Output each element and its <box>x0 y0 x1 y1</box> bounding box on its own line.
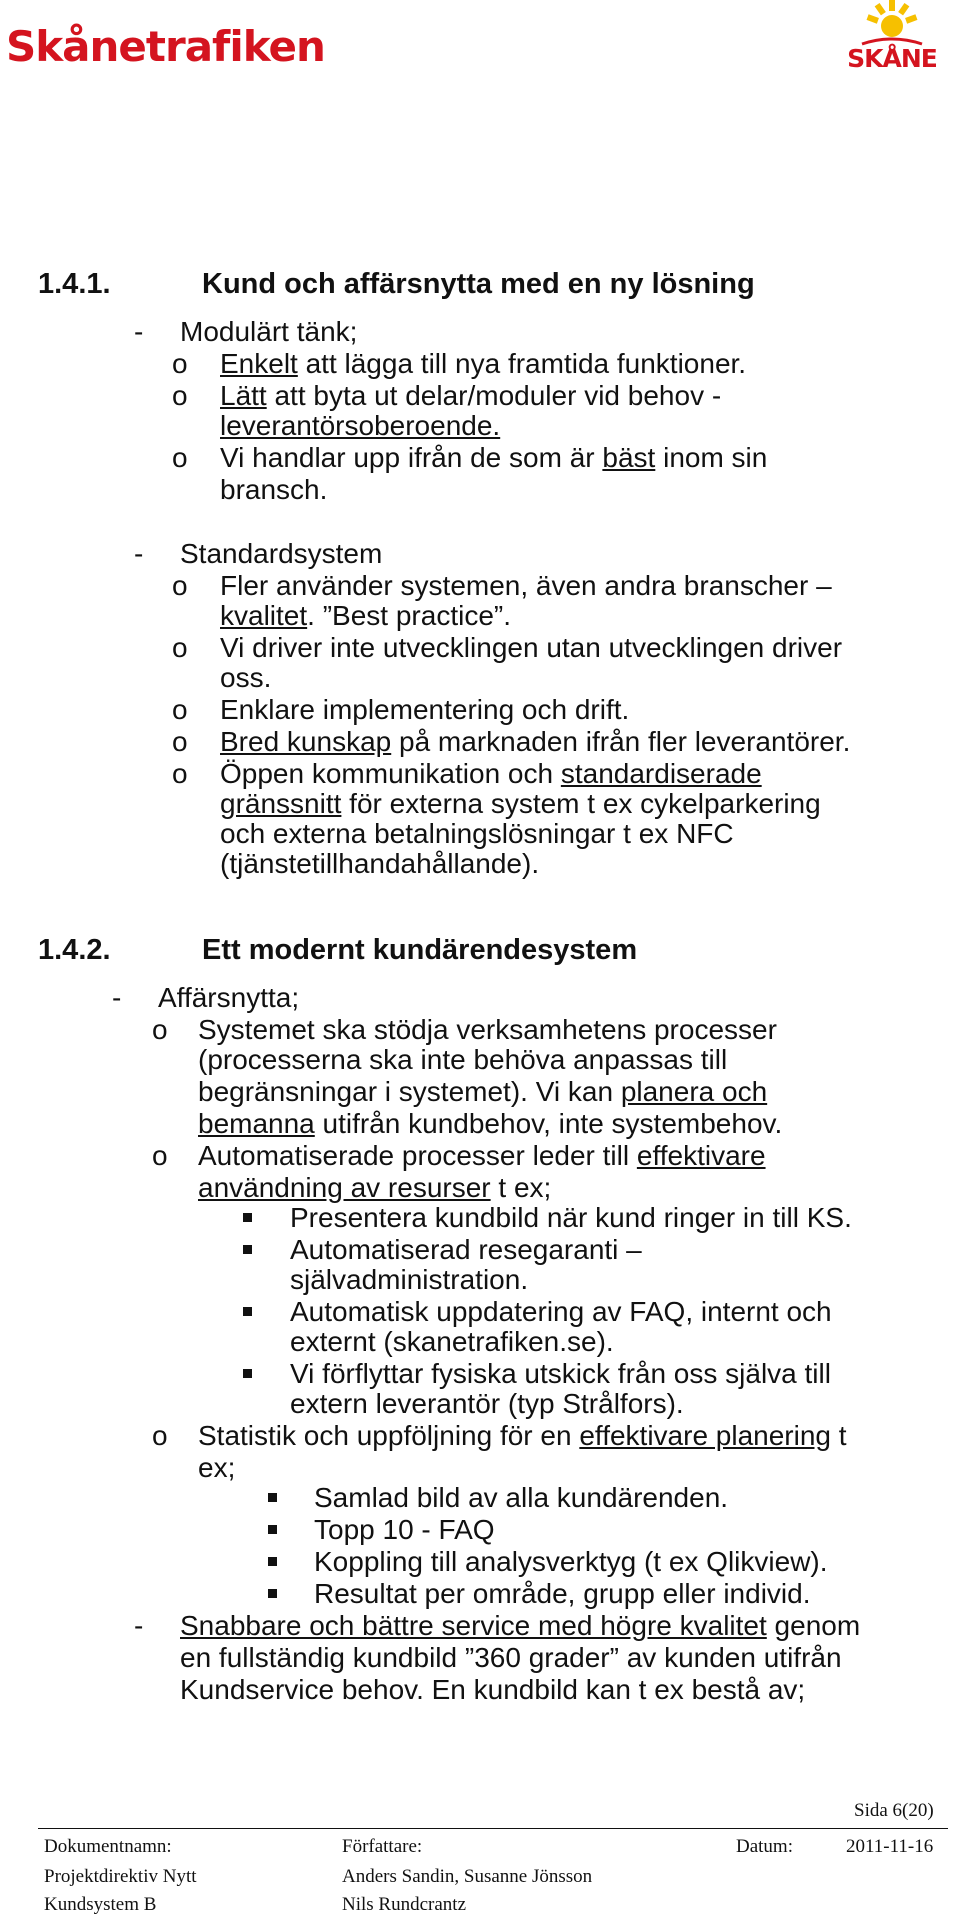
list-item-line: gränssnitt för externa system t ex cykelparkering <box>220 788 821 819</box>
sub-list-item: Topp 10 - FAQ <box>314 1514 495 1545</box>
footer-date-label: Datum: <box>736 1836 793 1857</box>
sub-list-item: Koppling till analysverktyg (t ex Qlikview). <box>314 1546 828 1577</box>
o-bullet: o <box>172 380 188 411</box>
list-item-line: ex; <box>198 1452 236 1483</box>
list-item: Lätt att byta ut delar/moduler vid behov - <box>220 380 722 411</box>
o-bullet: o <box>172 570 188 601</box>
o-bullet: o <box>172 632 188 663</box>
skanetrafiken-logo: Skånetrafiken <box>6 22 325 71</box>
list-item-line: (tjänstetillhandahållande). <box>220 848 540 879</box>
square-bullet <box>243 1213 252 1222</box>
list-item: Enkelt att lägga till nya framtida funktioner. <box>220 348 747 379</box>
dash-bullet: - <box>134 316 144 347</box>
list-item: Automatiserade processer leder till effektivare <box>198 1140 766 1171</box>
o-bullet: o <box>172 348 188 379</box>
list-item-line: Kundservice behov. En kundbild kan t ex bestå av; <box>180 1674 806 1705</box>
list-item-standardsystem: Standardsystem <box>180 538 383 569</box>
list-item-affarsnytta: Affärsnytta; <box>158 982 300 1013</box>
list-item-line: och externa betalningslösningar t ex NFC <box>220 818 734 849</box>
page-number: Sida 6(20) <box>854 1800 934 1821</box>
square-bullet <box>243 1369 252 1378</box>
o-bullet: o <box>172 694 188 725</box>
section-title: Ett modernt kundärendesystem <box>202 934 638 966</box>
footer-doc-name: Projektdirektiv Nytt <box>44 1866 197 1887</box>
footer-authors: Anders Sandin, Susanne Jönsson <box>342 1866 593 1887</box>
sub-list-item-line: extern leverantör (typ Strålfors). <box>290 1388 684 1419</box>
sub-list-item: Resultat per område, grupp eller individ. <box>314 1578 811 1609</box>
list-item: Bred kunskap på marknaden ifrån fler leverantörer. <box>220 726 851 757</box>
footer-doc-label: Dokumentnamn: <box>44 1836 172 1857</box>
square-bullet <box>268 1557 277 1566</box>
section-number: 1.4.2. <box>38 934 111 966</box>
list-item-line: (processerna ska inte behöva anpassas till <box>198 1044 728 1075</box>
list-item: Statistik och uppföljning för en effektivare planering t <box>198 1420 847 1451</box>
region-skane-text: SKÅNE <box>847 44 937 73</box>
list-item-line: en fullständig kundbild ”360 grader” av kunden utifrån <box>180 1642 842 1673</box>
list-item-line: begränsningar i systemet). Vi kan planera och <box>198 1076 768 1107</box>
footer-divider <box>38 1828 948 1829</box>
square-bullet <box>243 1307 252 1316</box>
sub-list-item: Automatiserad resegaranti – <box>290 1234 642 1265</box>
sub-list-item: Samlad bild av alla kundärenden. <box>314 1482 729 1513</box>
list-item-line: bemanna utifrån kundbehov, inte systembehov. <box>198 1108 783 1139</box>
sub-list-item-line: externt (skanetrafiken.se). <box>290 1326 614 1357</box>
o-bullet: o <box>152 1140 168 1171</box>
square-bullet <box>268 1589 277 1598</box>
sub-list-item: Automatisk uppdatering av FAQ, internt och <box>290 1296 832 1327</box>
o-bullet: o <box>172 758 188 789</box>
list-item-modulart: Modulärt tänk; <box>180 316 358 347</box>
o-bullet: o <box>152 1014 168 1045</box>
list-item-line: bransch. <box>220 474 328 505</box>
footer-date: 2011-11-16 <box>846 1836 934 1857</box>
o-bullet: o <box>172 442 188 473</box>
dash-bullet: - <box>134 538 144 569</box>
list-item: Snabbare och bättre service med högre kvalitet genom <box>180 1610 861 1641</box>
o-bullet: o <box>172 726 188 757</box>
footer-author-label: Författare: <box>342 1836 423 1857</box>
list-item-line: oss. <box>220 662 272 693</box>
list-item: Vi handlar upp ifrån de som är bäst inom sin <box>220 442 768 473</box>
list-item: Fler använder systemen, även andra branscher – <box>220 570 832 601</box>
list-item: Systemet ska stödja verksamhetens processer <box>198 1014 777 1045</box>
o-bullet: o <box>152 1420 168 1451</box>
list-item-line: kvalitet. ”Best practice”. <box>220 600 511 631</box>
dash-bullet: - <box>134 1610 144 1641</box>
list-item-line: användning av resurser t ex; <box>198 1172 552 1203</box>
square-bullet <box>243 1245 252 1254</box>
footer-doc-name-line2: Kundsystem B <box>44 1894 157 1915</box>
sub-list-item: Vi förflyttar fysiska utskick från oss själva till <box>290 1358 831 1389</box>
square-bullet <box>268 1525 277 1534</box>
sub-list-item: Presentera kundbild när kund ringer in till KS. <box>290 1202 852 1233</box>
list-item: Enklare implementering och drift. <box>220 694 630 725</box>
footer-authors-line2: Nils Rundcrantz <box>342 1894 467 1915</box>
dash-bullet: - <box>112 982 122 1013</box>
section-number: 1.4.1. <box>38 268 111 300</box>
square-bullet <box>268 1493 277 1502</box>
section-title: Kund och affärsnytta med en ny lösning <box>202 268 755 300</box>
list-item-line: leverantörsoberoende. <box>220 410 501 441</box>
list-item: Vi driver inte utvecklingen utan utvecklingen driver <box>220 632 843 663</box>
list-item: Öppen kommunikation och standardiserade <box>220 758 762 789</box>
sub-list-item-line: självadministration. <box>290 1264 529 1295</box>
